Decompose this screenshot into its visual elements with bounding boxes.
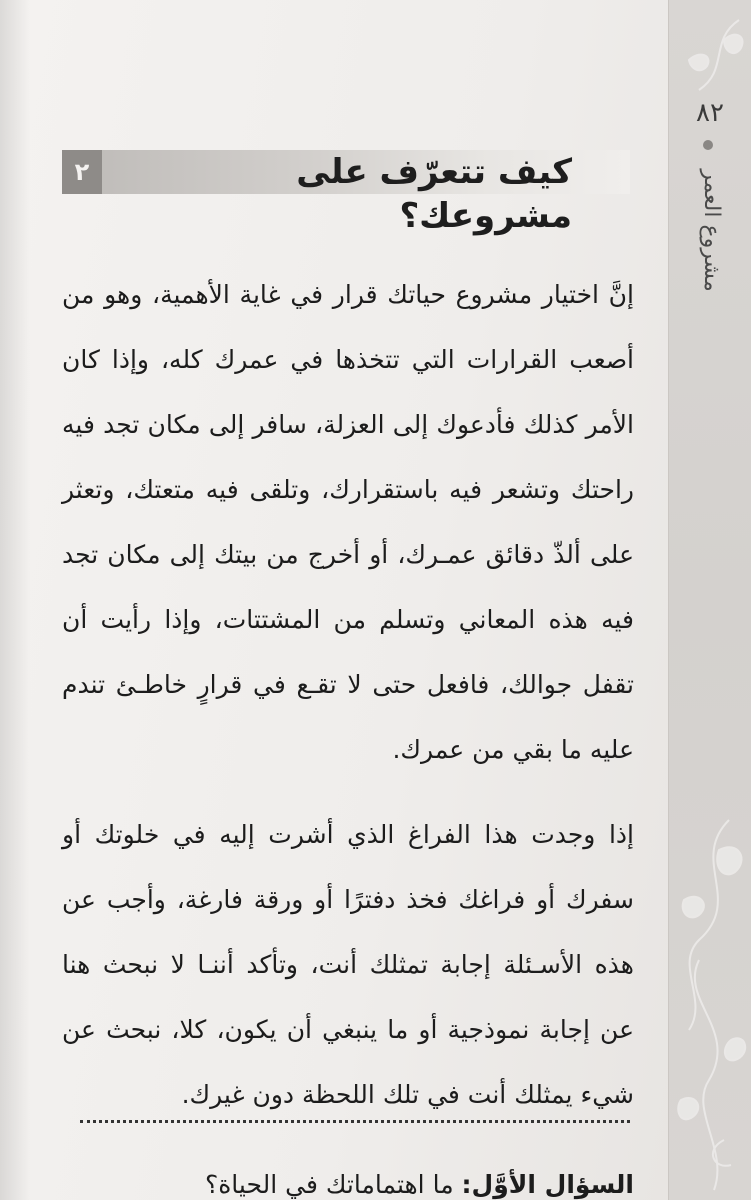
question-label: السؤال الأوَّل: [461, 1170, 634, 1199]
question-1 [62, 1155, 634, 1200]
paragraph-2: إذا وجدت هذا الفراغ الذي أشرت إليه في خلوتك أو سفرك أو فراغك فخذ دفترًا أو ورقة فارغة، وأجب عن هذه الأسـئلة إجابة تمثلك أنت، وتأكد أننـا لا نبحث هنا عن إجابة نموذجية أو ما ينبغي أن يكون، كلا، نبحث عن شيء يمثلك أنت في تلك اللحظة دون غيرك. [62, 820, 634, 1109]
running-title [691, 155, 731, 305]
section-number-badge: ٢ [62, 150, 102, 194]
question-text: ما اهتماماتك في الحياة؟ [204, 1170, 454, 1199]
running-title-text: مشروع العمر [698, 168, 724, 292]
page-number: ٨٢ [696, 98, 724, 128]
answer-dotted-line [80, 1120, 630, 1123]
section-heading [62, 150, 630, 236]
body-text [62, 262, 634, 1200]
bullet-dot [703, 140, 713, 150]
paragraph-1: إنَّ اختيار مشروع حياتك قرار في غاية الأهمية، وهو من أصعب القرارات التي تتخذها في عمرك كله، وإذا كان الأمر كذلك فأدعوك إلى العزلة، سافر إلى مكان تجد فيه راحتك وتشعر فيه باستقرارك، وتلقى فيه متعتك، وتعثر على ألذّ دقائق عمـرك، أو أخرج من بيتك إلى مكان تجد فيه هذه المعاني وتسلم من المشتتات، وإذا رأيت أن تقفل جوالك، فافعل حتى لا تقـع في قرارٍ خاطـئ تندم عليه ما بقي من عمرك. [62, 280, 634, 764]
side-margin-strip [668, 0, 751, 1200]
section-title: كيف تتعرّف على مشروعك؟ [296, 152, 572, 236]
page-gutter-shadow [0, 0, 30, 1200]
